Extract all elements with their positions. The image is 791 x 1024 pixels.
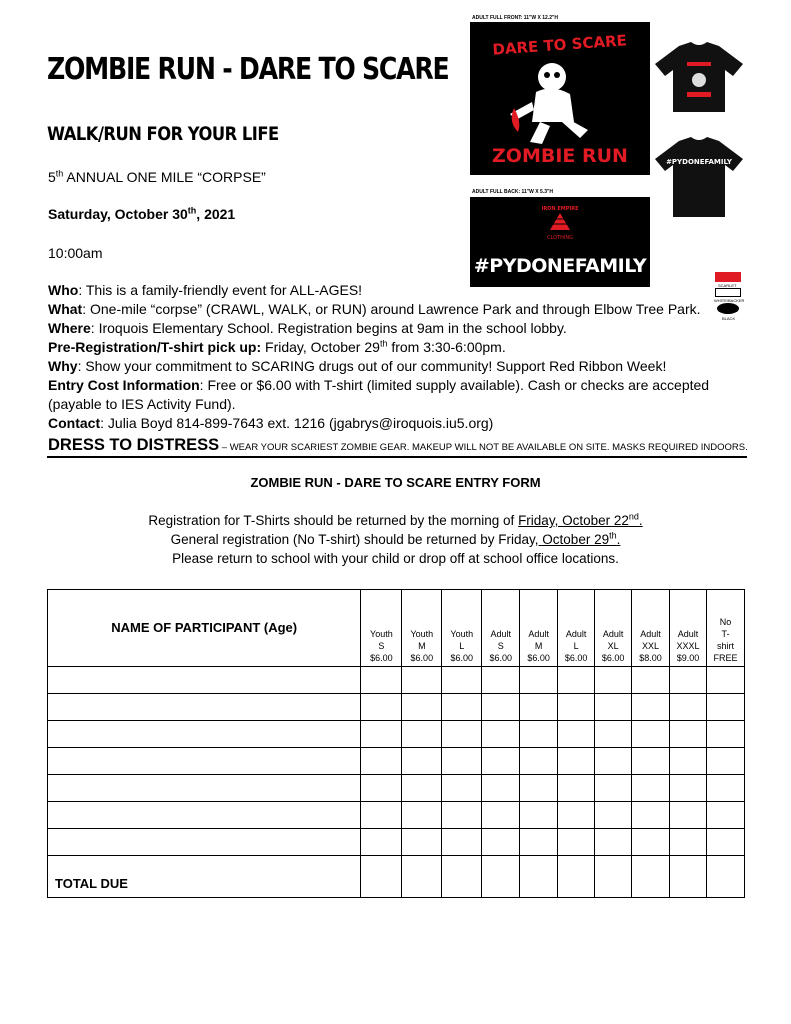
cost-line-2: (payable to IES Activity Fund). [48,396,236,412]
size-quantity-cell[interactable] [442,721,482,748]
size-quantity-cell[interactable] [558,748,595,775]
participant-name-cell[interactable] [48,802,361,829]
size-quantity-cell[interactable] [442,802,482,829]
registration-line-2: General registration (No T-shirt) should be returned by Friday, October 29th. [170,530,621,547]
size-quantity-cell[interactable] [670,694,707,721]
size-quantity-cell[interactable] [402,748,442,775]
entry-row [48,775,745,802]
entry-row [48,802,745,829]
tshirt-back-art [651,137,747,217]
size-quantity-cell[interactable] [402,694,442,721]
size-quantity-cell[interactable] [670,775,707,802]
total-cell[interactable] [632,856,670,898]
size-quantity-cell[interactable] [442,829,482,856]
entry-row [48,721,745,748]
what-line: What: One-mile “corpse” (CRAWL, WALK, or RUN) around Lawrence Park and through Elbow Tree Park. [48,301,701,317]
size-quantity-cell[interactable] [520,667,558,694]
annual-line: 5th ANNUAL ONE MILE “CORPSE” [48,168,266,185]
pyramid-logo-icon [550,213,570,230]
size-quantity-cell[interactable] [361,775,402,802]
size-header: Adult S $6.00 [482,590,520,667]
total-cell[interactable] [442,856,482,898]
total-due-label: TOTAL DUE [48,856,361,898]
brand-bottom-text: CLOTHING [547,235,573,241]
where-line: Where: Iroquois Elementary School. Registration begins at 9am in the school lobby. [48,320,567,336]
total-cell[interactable] [361,856,402,898]
size-quantity-cell[interactable] [520,721,558,748]
size-quantity-cell[interactable] [402,829,442,856]
size-quantity-cell[interactable] [361,667,402,694]
event-time: 10:00am [48,245,103,261]
size-quantity-cell[interactable] [482,748,520,775]
size-quantity-cell[interactable] [632,802,670,829]
size-header: Youth S $6.00 [361,590,402,667]
page-title: ZOMBIE RUN - DARE TO SCARE [47,52,449,87]
size-header: Adult XL $6.00 [595,590,632,667]
total-cell[interactable] [402,856,442,898]
total-row [48,856,745,898]
form-title: ZOMBIE RUN - DARE TO SCARE ENTRY FORM [250,475,541,490]
size-quantity-cell[interactable] [706,775,744,802]
size-quantity-cell[interactable] [520,748,558,775]
size-quantity-cell[interactable] [482,802,520,829]
no-shirt-header: No T- shirt FREE [706,590,744,667]
size-header: Adult XXXL $9.00 [670,590,707,667]
entry-row [48,667,745,694]
size-quantity-cell[interactable] [706,721,744,748]
tshirt-back-mockup [651,137,747,207]
size-quantity-cell[interactable] [558,802,595,829]
brand-top-text: IRON EMPIRE [541,206,579,212]
size-quantity-cell[interactable] [442,775,482,802]
back-design-image [470,197,650,287]
page-subtitle: WALK/RUN FOR YOUR LIFE [47,123,279,145]
size-quantity-cell[interactable] [595,721,632,748]
swatch-black-label: BLACK [722,316,736,321]
size-quantity-cell[interactable] [595,775,632,802]
hashtag-text: #PYDONEFAMILY [473,255,647,277]
size-quantity-cell[interactable] [558,775,595,802]
size-quantity-cell[interactable] [670,721,707,748]
entry-rows [48,667,745,856]
size-quantity-cell[interactable] [482,775,520,802]
front-design-image [470,22,650,175]
contact-line: Contact: Julia Boyd 814-899-7643 ext. 1216 (jgabrys@iroquois.iu5.org) [48,415,494,431]
size-quantity-cell[interactable] [706,748,744,775]
size-quantity-cell[interactable] [361,694,402,721]
size-quantity-cell[interactable] [361,748,402,775]
total-cell[interactable] [670,856,707,898]
size-quantity-cell[interactable] [706,802,744,829]
swatch-black [717,303,739,314]
event-date: Saturday, October 30th, 2021 [48,205,236,222]
size-quantity-cell[interactable] [670,802,707,829]
size-quantity-cell[interactable] [595,748,632,775]
front-caption: ADULT FULL FRONT: 11"W X 12.2"H [472,15,558,21]
entry-row [48,694,745,721]
size-quantity-cell[interactable] [558,829,595,856]
tshirt-front-mockup [651,42,747,112]
size-quantity-cell[interactable] [402,667,442,694]
size-quantity-cell[interactable] [706,667,744,694]
participant-name-cell[interactable] [48,694,361,721]
front-bottom-text: ZOMBIE RUN [492,145,628,167]
size-quantity-cell[interactable] [558,694,595,721]
participant-name-header: NAME OF PARTICIPANT (Age) [48,590,361,667]
swatch-scarlet-label: SCARLET [718,283,737,288]
total-cell[interactable] [558,856,595,898]
size-quantity-cell[interactable] [670,748,707,775]
entry-row [48,748,745,775]
size-header: Youth L $6.00 [442,590,482,667]
size-quantity-cell[interactable] [520,829,558,856]
cost-line: Entry Cost Information: Free or $6.00 with T-shirt (limited supply available). Cash or checks are accepted [48,377,710,393]
total-cell[interactable] [706,856,744,898]
size-quantity-cell[interactable] [670,829,707,856]
swatch-white [715,288,741,297]
swatch-white-label: WHITE/BACKER [714,298,745,303]
size-quantity-cell[interactable] [670,667,707,694]
size-quantity-cell[interactable] [402,775,442,802]
size-quantity-cell[interactable] [402,721,442,748]
size-quantity-cell[interactable] [361,721,402,748]
tshirt-hashtag-text: #PYDONEFAMILY [666,158,732,166]
zombie-illustration [470,22,650,175]
size-quantity-cell[interactable] [442,748,482,775]
size-quantity-cell[interactable] [632,667,670,694]
size-quantity-cell[interactable] [632,721,670,748]
size-quantity-cell[interactable] [482,694,520,721]
event-details [48,281,748,433]
total-cell[interactable] [482,856,520,898]
front-top-text: DARE TO SCARE [491,31,628,59]
entry-row [48,829,745,856]
size-quantity-cell[interactable] [706,694,744,721]
size-quantity-cell[interactable] [361,802,402,829]
total-cell[interactable] [595,856,632,898]
swatch-scarlet [715,272,741,282]
size-quantity-cell[interactable] [632,829,670,856]
divider [47,456,747,458]
size-header: Adult XXL $8.00 [632,590,670,667]
why-line: Why: Show your commitment to SCARING drugs out of our community! Support Red Ribbon Week! [48,358,667,374]
entry-form-table [47,589,745,898]
total-cell[interactable] [520,856,558,898]
size-quantity-cell[interactable] [632,775,670,802]
size-quantity-cell[interactable] [632,748,670,775]
size-quantity-cell[interactable] [706,829,744,856]
size-quantity-cell[interactable] [482,721,520,748]
size-quantity-cell[interactable] [402,802,442,829]
size-quantity-cell[interactable] [482,667,520,694]
size-quantity-cell[interactable] [442,667,482,694]
size-quantity-cell[interactable] [482,829,520,856]
size-quantity-cell[interactable] [632,694,670,721]
size-quantity-cell[interactable] [442,694,482,721]
back-caption: ADULT FULL BACK: 11"W X 5.3"H [472,189,553,195]
participant-name-cell[interactable] [48,775,361,802]
tshirt-front-art [651,42,747,112]
size-quantity-cell[interactable] [558,667,595,694]
size-header: Youth M $6.00 [402,590,442,667]
participant-name-cell[interactable] [48,829,361,856]
size-quantity-cell[interactable] [520,694,558,721]
table-header-row [48,590,745,667]
size-quantity-cell[interactable] [520,775,558,802]
participant-name-cell[interactable] [48,748,361,775]
size-quantity-cell[interactable] [595,667,632,694]
registration-line-3: Please return to school with your child or drop off at school office locations. [172,551,619,566]
prereg-line: Pre-Registration/T-shirt pick up: Friday, October 29th from 3:30-6:00pm. [48,338,506,355]
participant-name-cell[interactable] [48,667,361,694]
size-header: Adult M $6.00 [520,590,558,667]
size-quantity-cell[interactable] [595,802,632,829]
size-quantity-cell[interactable] [595,829,632,856]
participant-name-cell[interactable] [48,721,361,748]
size-header: Adult L $6.00 [558,590,595,667]
size-quantity-cell[interactable] [361,829,402,856]
registration-line-1: Registration for T-Shirts should be returned by the morning of Friday, October 22nd. [148,511,643,528]
size-quantity-cell[interactable] [558,721,595,748]
dress-code: DRESS TO DISTRESS – WEAR YOUR SCARIEST ZOMBIE GEAR. MAKEUP WILL NOT BE AVAILABLE ON SITE. MASKS REQUIRED INDOORS. [48,436,748,454]
size-quantity-cell[interactable] [595,694,632,721]
size-quantity-cell[interactable] [520,802,558,829]
back-design-art [470,197,650,287]
who-line: Who: This is a family-friendly event for ALL-AGES! [48,282,363,298]
